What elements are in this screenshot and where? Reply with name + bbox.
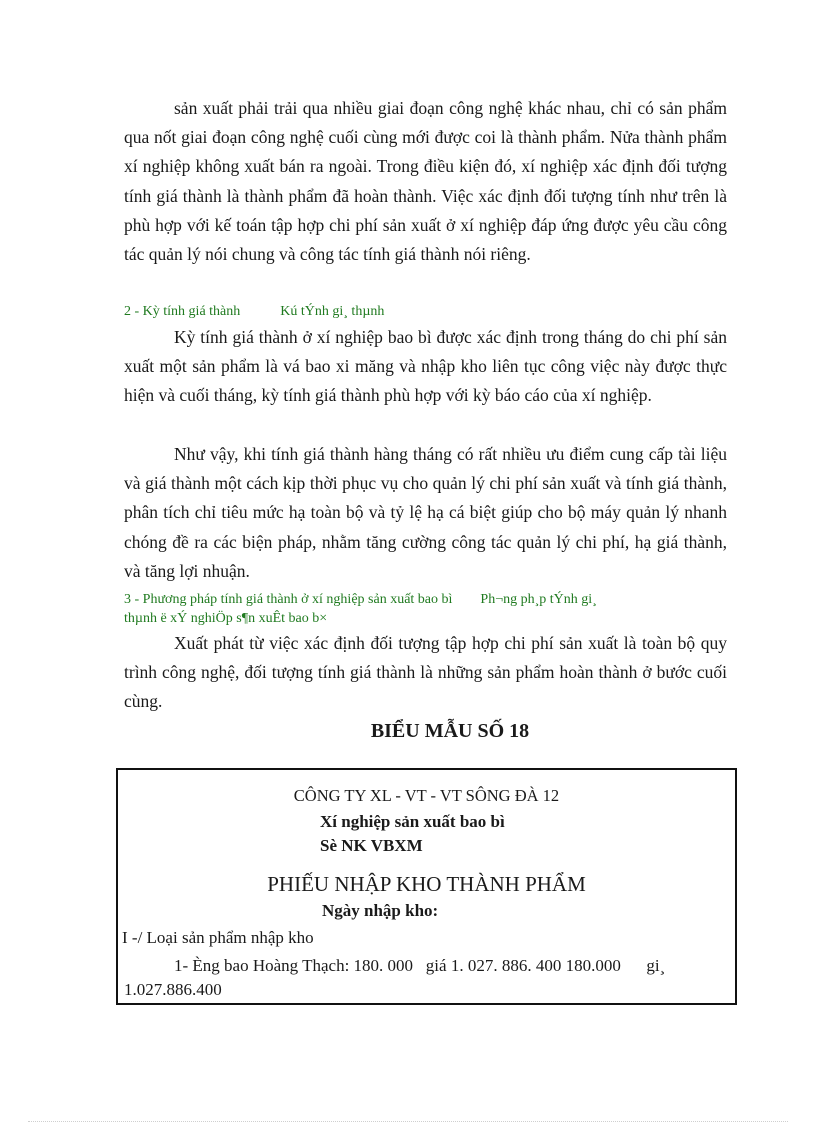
company-name: CÔNG TY XL - VT - VT SÔNG ĐÀ 12: [293, 786, 560, 805]
document-number: Sè NK VBXM: [320, 836, 423, 855]
paragraph-product-stages: sản xuất phải trải qua nhiều giai đoạn công nghệ khác nhau, chỉ có sản phẩm qua nốt giai đoạn công nghệ cuối cùng mới được coi là thành phẩm. Nửa thành phẩm xí nghiệp không xuất bán ra ngoài. Trong điều kiện đó, xí nghiệp xác định đối tượng tính giá thành là thành phẩm đã hoàn thành. Việc xác định đối tượng tính như trên là phù hợp với kế toán tập hợp chi phí sản xuất ở xí nghiệp đáp ứng được yêu cầu công tác quản lý nói chung và công tác tính giá thành nói riêng.: [124, 98, 727, 265]
section-heading-2: [124, 302, 734, 321]
page-bottom-divider: [28, 1121, 788, 1122]
receipt-form-box: [116, 768, 737, 1005]
section-heading-3-garbled-2: thµnh ë xÝ nghiÖp s¶n xuÊt bao b×: [124, 611, 328, 626]
item-row-hoang-thach: 1- Èng bao Hoàng Thạch: 180. 000 giá 1. 027. 886. 400 180.000 gi¸: [174, 956, 666, 975]
paragraph-costing-period: Kỳ tính giá thành ở xí nghiệp bao bì được xác định trong tháng do chi phí sản xuất một sản phẩm là vá bao xi măng và nhập kho liên tục công việc này được thực hiện và cuối tháng, kỳ tính giá thành phù hợp với kỳ báo cáo của xí nghiệp.: [124, 327, 727, 406]
section-heading-3: [124, 590, 734, 628]
section-heading-2-text: 2 - Kỳ tính giá thành: [124, 304, 241, 319]
paragraph-costing-method: Xuất phát từ việc xác định đối tượng tập hợp chi phí sản xuất là toàn bộ quy trình công nghệ, đối tượng tính giá thành là những sản phẩm hoàn thành ở bước cuối cùng.: [124, 633, 727, 712]
item-row-total: 1.027.886.400: [124, 980, 222, 999]
section-heading-3-garbled-1: Ph¬ng ph¸p tÝnh gi¸: [480, 592, 597, 607]
paragraph-monthly-advantages: Như vậy, khi tính giá thành hàng tháng có rất nhiều ưu điểm cung cấp tài liệu và giá thành một cách kịp thời phục vụ cho quản lý chi phí sản xuất và tính giá thành, phân tích chỉ tiêu mức hạ toàn bộ và tỷ lệ hạ cá biệt giúp cho bộ máy quản lý nhanh chóng đề ra các biện pháp, nhằm tăng cường công tác quản lý chi phí, hạ giá thành, và tăng lợi nhuận.: [124, 444, 727, 581]
form-title: BIỂU MẪU SỐ 18: [370, 720, 530, 742]
receipt-date-label: Ngày nhập kho:: [322, 901, 439, 920]
section-product-types: I -/ Loại sản phẩm nhập kho: [122, 928, 314, 947]
section-heading-2-garbled: Kú tÝnh gi¸ thµnh: [280, 304, 385, 319]
document-title: PHIẾU NHẬP KHO THÀNH PHẨM: [267, 872, 586, 896]
enterprise-name: Xí nghiệp sản xuất bao bì: [320, 812, 505, 831]
section-heading-3-text: 3 - Phương pháp tính giá thành ở xí nghiệp sản xuất bao bì: [124, 592, 453, 607]
